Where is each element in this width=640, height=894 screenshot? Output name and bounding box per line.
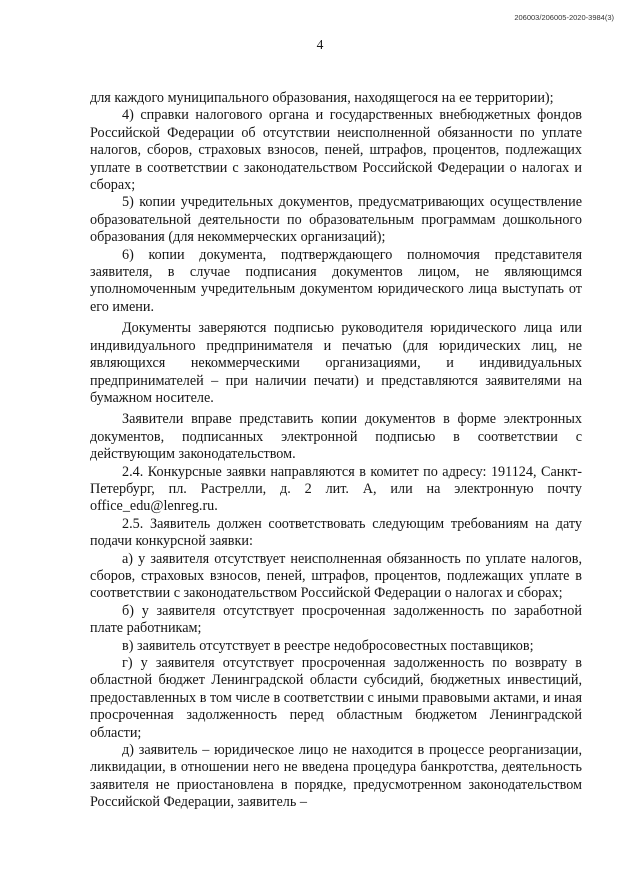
- paragraph-electronic-copies: Заявители вправе представить копии документов в форме электронных документов, подписанных электронной подписью в соответствии с действующим законодательством.: [90, 411, 582, 463]
- paragraph-item-5: 5) копии учредительных документов, предусматривающих осуществление образовательной деятельности по образовательным программам дошкольного образования (для некоммерческих организаций);: [90, 194, 582, 246]
- document-number: 206003/206005-2020-3984(3): [514, 13, 614, 22]
- page-number: 4: [316, 37, 324, 52]
- paragraph-requirement-b: б) у заявителя отсутствует просроченная задолженность по заработной плате работникам;: [90, 602, 582, 637]
- paragraph-section-2-4: 2.4. Конкурсные заявки направляются в комитет по адресу: 191124, Санкт-Петербург, пл. Растрелли, д. 2 лит. А, или на электронную почту office_edu@lenreg.ru.: [90, 463, 582, 515]
- paragraph-requirement-d: г) у заявителя отсутствует просроченная задолженность по возврату в областной бюджет Ленинградской области субсидий, бюджетных инвестиций, предоставленных в том числе в соответствии с иными правовыми актами, и иная просроченная задолженность перед областным бюджетом Ленинградской области;: [90, 655, 582, 741]
- paragraph-item-4: 4) справки налогового органа и государственных внебюджетных фондов Российской Федерации об отсутствии неисполненной обязанности по уплате налогов, сборов, страховых взносов, пеней, штрафов, процентов, подлежащих уплате в соответствии с законодательством Российской Федерации о налогах и сборах;: [90, 107, 582, 194]
- paragraph-requirement-c: в) заявитель отсутствует в реестре недобросовестных поставщиков;: [122, 637, 534, 654]
- document-body: [90, 90, 582, 812]
- paragraph-requirement-e: д) заявитель – юридическое лицо не находится в процессе реорганизации, ликвидации, в отношении него не введена процедура банкротства, деятельность заявителя не приостановлена в порядке, предусмотренном законодательством Российской Федерации, заявитель –: [90, 742, 582, 811]
- paragraph-item-6: 6) копии документа, подтверждающего полномочия представителя заявителя, в случае подписания документов лицом, не являющимся уполномоченным учредительным документом юридического лица выступать от его имени.: [90, 246, 582, 315]
- paragraph-requirement-a: а) у заявителя отсутствует неисполненная обязанность по уплате налогов, сборов, страховых взносов, пеней, штрафов, процентов, подлежащих уплате в соответствии с законодательством Российской Федерации о налогах и сборах;: [90, 550, 582, 602]
- paragraph-certification: Документы заверяются подписью руководителя юридического лица или индивидуального предпринимателя и печатью (для юридических лиц, не являющихся некоммерческими организациями, и индивидуальных предпринимателей – при наличии печати) и представляются заявителями на бумажном носителе.: [90, 320, 582, 406]
- paragraph-territory: для каждого муниципального образования, находящегося на ее территории);: [90, 90, 554, 106]
- paragraph-section-2-5: 2.5. Заявитель должен соответствовать следующим требованиям на дату подачи конкурсной заявки:: [90, 515, 582, 550]
